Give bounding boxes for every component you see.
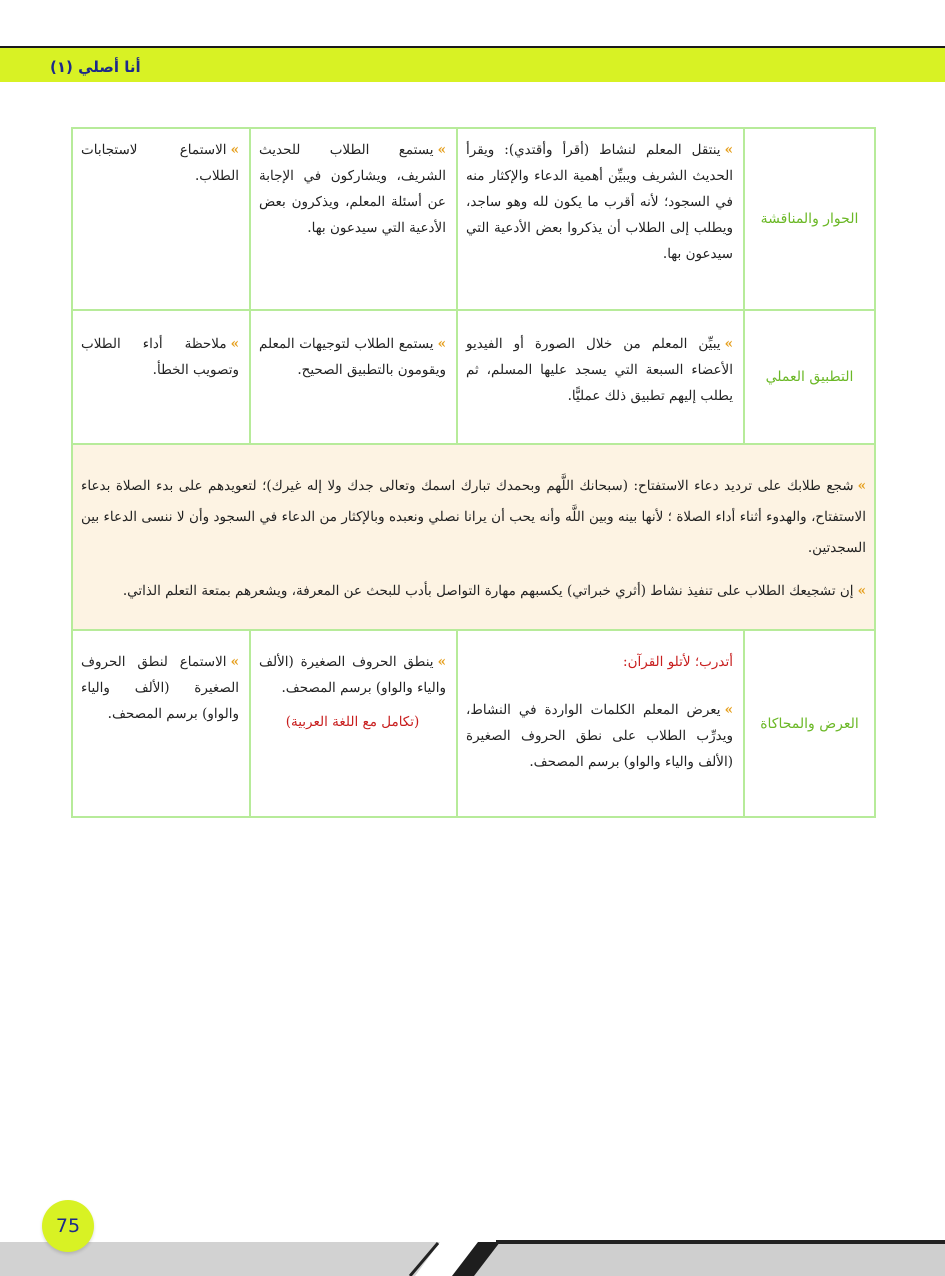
assessment-cell xyxy=(72,630,250,817)
assessment-cell xyxy=(72,310,250,444)
notes-cell xyxy=(72,444,875,630)
row-label: الحوار والمناقشة xyxy=(760,211,859,227)
footer-dark-slash xyxy=(452,1242,500,1276)
activity-heading: أتدرب؛ لأتلو القرآن: xyxy=(623,654,733,670)
bullet-icon: » xyxy=(724,702,733,718)
note-text: إن تشجيعك الطلاب على تنفيذ نشاط (أثري خبراتي) يكسبهم مهارة التواصل بأدب للبحث عن المعرفة، ويشعرهم بمتعة التعلم الذاتي. xyxy=(122,583,854,599)
integration-note: (تكامل مع اللغة العربية) xyxy=(285,714,420,730)
footer-divider-line xyxy=(410,1243,438,1276)
bullet-icon: » xyxy=(724,142,733,158)
bullet-icon: » xyxy=(230,654,239,670)
bullet-icon: » xyxy=(857,583,866,599)
assessment-text: ملاحظة أداء الطلاب وتصويب الخطأ. xyxy=(81,336,239,378)
notes-row xyxy=(72,444,875,630)
teacher-text: ينتقل المعلم لنشاط (أقرأ وأقتدي): ويقرأ الحديث الشريف ويبيِّن أهمية الدعاء والإكثار منه في السجود؛ لأنه أقرب ما يكون لله وهو ساجد، ويطلب إلى الطلاب أن يذكروا بعض الأدعية التي سيدعون بها. xyxy=(466,142,733,262)
table-row xyxy=(72,630,875,817)
student-cell xyxy=(250,128,457,310)
assessment-cell xyxy=(72,128,250,310)
assessment-text: الاستماع لاستجابات الطلاب. xyxy=(81,142,239,184)
table-row xyxy=(72,310,875,444)
student-cell xyxy=(250,630,457,817)
assessment-text: الاستماع لنطق الحروف الصغيرة (الألف والياء والواو) برسم المصحف. xyxy=(81,654,239,722)
row-label-cell xyxy=(744,128,875,310)
row-label: التطبيق العملي xyxy=(765,369,854,385)
lesson-table xyxy=(71,127,876,818)
teacher-cell xyxy=(457,310,744,444)
row-label: العرض والمحاكاة xyxy=(760,715,859,732)
page-number: 75 xyxy=(42,1200,94,1252)
row-label-cell xyxy=(744,310,875,444)
teacher-text: يعرض المعلم الكلمات الواردة في النشاط، ويدرِّب الطلاب على نطق الحروف الصغيرة (الألف والياء والواو) برسم المصحف. xyxy=(466,702,733,770)
teacher-text: يبيِّن المعلم من خلال الصورة أو الفيديو الأعضاء السبعة التي يسجد عليها المسلم، ثم يطلب إليهم تطبيق ذلك عمليًّا. xyxy=(466,336,733,404)
header-bar xyxy=(0,46,945,82)
bullet-icon: » xyxy=(437,336,446,352)
note-text: شجع طلابك على ترديد دعاء الاستفتاح: (سبحانك اللَّهم وبحمدك تبارك اسمك وتعالى جدك ولا إله غيرك)؛ لتعويدهم على بدء الصلاة بدعاء الاستفتاح، والهدوء أثناء أداء الصلاة ؛ لأنها بينه وبين اللَّه وأنه يحب أن يرانا نصلي ونعبده وبالإكثار من الدعاء في السجود وأن لا ننسى الدعاء بين السجدتين. xyxy=(81,478,866,556)
student-cell xyxy=(250,310,457,444)
bullet-icon: » xyxy=(724,336,733,352)
bullet-icon: » xyxy=(437,654,446,670)
bullet-icon: » xyxy=(230,336,239,352)
teacher-cell xyxy=(457,128,744,310)
student-text: ينطق الحروف الصغيرة (الألف والياء والواو) برسم المصحف. xyxy=(259,654,446,696)
lesson-title: أنا أصلي (١) xyxy=(50,58,141,76)
student-text: يستمع الطلاب لتوجيهات المعلم ويقومون بالتطبيق الصحيح. xyxy=(259,336,446,378)
bullet-icon: » xyxy=(437,142,446,158)
footer-gray-band-right xyxy=(452,1242,945,1276)
student-text: يستمع الطلاب للحديث الشريف، ويشاركون في الإجابة عن أسئلة المعلم، ويذكرون بعض الأدعية التي سيدعون بها. xyxy=(259,142,446,236)
teacher-cell xyxy=(457,630,744,817)
row-label-cell xyxy=(744,630,875,817)
table-row xyxy=(72,128,875,310)
bullet-icon: » xyxy=(230,142,239,158)
bullet-icon: » xyxy=(857,478,866,494)
footer-top-line xyxy=(496,1240,945,1244)
